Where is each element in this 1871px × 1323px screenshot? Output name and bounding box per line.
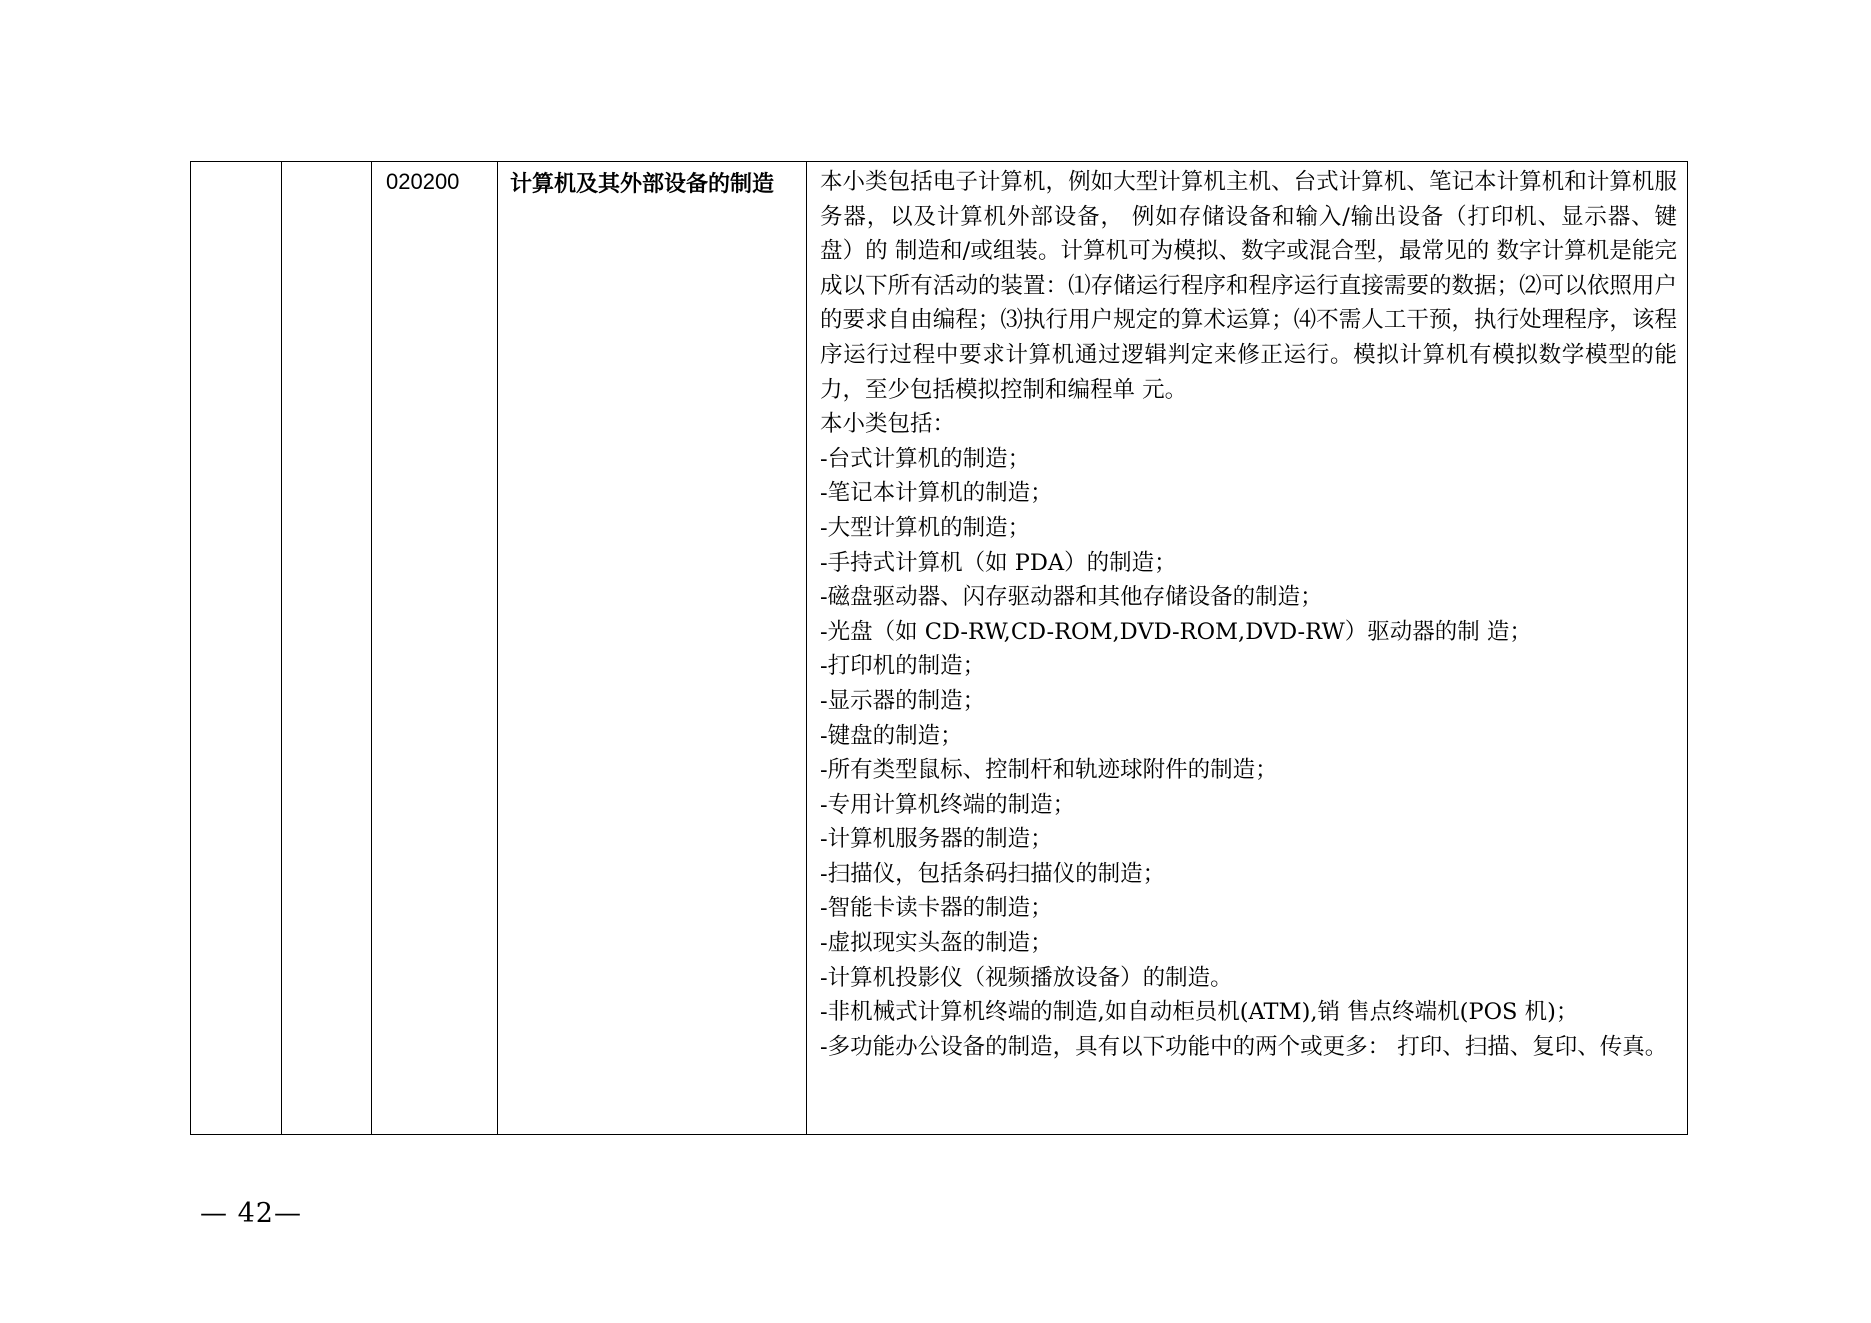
list-item: -智能卡读卡器的制造；: [820, 895, 1053, 922]
list-item: -虚拟现实头盔的制造；: [820, 930, 1053, 957]
list-item: -键盘的制造；: [820, 722, 963, 749]
list-item: -专用计算机终端的制造；: [820, 791, 1076, 818]
list-item: -大型计算机的制造；: [820, 514, 1031, 541]
table-row: [191, 162, 1688, 1135]
list-item: -笔记本计算机的制造；: [820, 480, 1053, 507]
list-item: -台式计算机的制造；: [820, 445, 1031, 472]
list-item: -计算机投影仪（视频播放设备）的制造。: [820, 964, 1233, 991]
list-item: -扫描仪，包括条码扫描仪的制造；: [820, 860, 1166, 887]
category-description-cell: [807, 162, 1688, 1135]
list-item: -手持式计算机（如 PDA）的制造；: [820, 549, 1177, 576]
list-item: -计算机服务器的制造；: [820, 826, 1053, 853]
category-name: 计算机及其外部设备的制造: [498, 162, 807, 1135]
list-item: -打印机的制造；: [820, 653, 986, 680]
includes-heading: 本小类包括：: [820, 411, 956, 438]
empty-cell-1: [191, 162, 282, 1135]
list-item: -多功能办公设备的制造，具有以下功能中的两个或更多： 打印、扫描、复印、传真。: [820, 1033, 1668, 1060]
category-description: 本小类包括电子计算机，例如大型计算机主机、台式计算机、笔记本计算机和计算机服务器，以及计算机外部设备， 例如存储设备和输入/输出设备（打印机、显示器、键盘）的 制造和/或组装。计算机可为模拟、数字或混合型，最常见的 数字计算机是能完成以下所有活动的装置：⑴存储运行程序和程序运行直接需要的数据；⑵可以依照用户的要求自由编程；⑶执行用户规定的算术运算；⑷不需人工干预，执行处理程序，该程序运行过程中要求计算机通过逻辑判定来修正运行。模拟计算机有模拟数学模型的能力，至少包括模拟控制和编程单 元。: [820, 169, 1677, 403]
category-code: 020200: [372, 162, 498, 1135]
classification-table: [190, 161, 1688, 1135]
list-item: -非机械式计算机终端的制造,如自动柜员机(ATM),销 售点终端机(POS 机)；: [820, 999, 1579, 1026]
page-number: — 42—: [200, 1198, 302, 1229]
empty-cell-2: [282, 162, 372, 1135]
list-item: -磁盘驱动器、闪存驱动器和其他存储设备的制造；: [820, 584, 1323, 611]
list-item: -显示器的制造；: [820, 687, 986, 714]
list-item: -光盘（如 CD-RW,CD-ROM,DVD-ROM,DVD-RW）驱动器的制 造；: [820, 618, 1532, 645]
list-item: -所有类型鼠标、控制杆和轨迹球附件的制造；: [820, 757, 1278, 784]
